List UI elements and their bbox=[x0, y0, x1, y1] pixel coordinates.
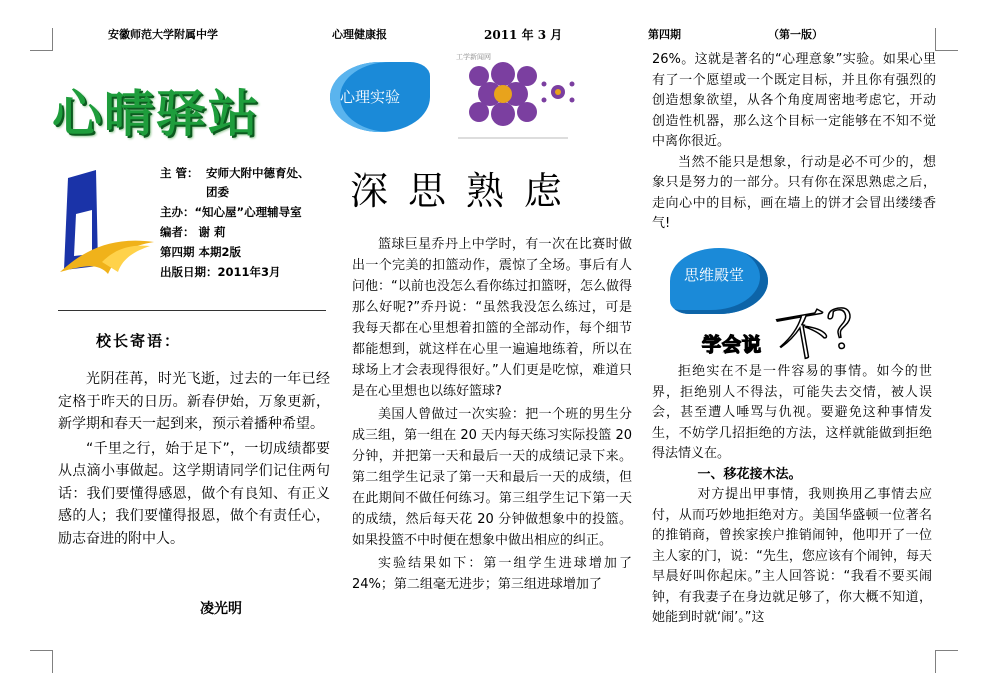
experiment-paragraph-5: 当然不能只是想象，行动是必不可少的，想象只是努力的一部分。只有你在深思熟虑之后，走向心中的目标，画在墙上的饼才会冒出缕缕香气! bbox=[652, 154, 936, 231]
header-page: （第一版） bbox=[768, 28, 823, 41]
thumbnail-caption: 工学新闻网 bbox=[456, 53, 491, 61]
experiment-article bbox=[352, 234, 632, 595]
info-supervisor-value: 安师大附中德育处、 bbox=[206, 166, 310, 180]
header-paper-name: 心理健康报 bbox=[332, 28, 387, 41]
info-supervisor-label: 主 管： bbox=[160, 166, 199, 180]
principal-signature: 凌光明 bbox=[200, 601, 242, 617]
refuse-paragraph-1: 拒绝实在不是一件容易的事情。如今的世界，拒绝别人不得法，可能失去交情，被人误会，甚至遭人唾骂与仇视。要避免这种事情发生，不妨学几招拒绝的方法，这样就能做到拒绝得法情义在。 bbox=[652, 364, 932, 461]
illusion-thumbnail bbox=[448, 50, 578, 142]
refuse-title-prefix: 学会说 bbox=[702, 334, 763, 356]
principal-paragraph-2: “千里之行，始于足下”，一切成绩都要从点滴小事做起。这学期请同学们记住两句话：我们要懂得感恩，做个有良知、有正义感的人；我们要懂得报恩，做个有责任心，励志奋进的附中人。 bbox=[58, 440, 330, 547]
crop-mark-top-left bbox=[30, 28, 53, 51]
experiment-paragraph-1: 篮球巨星乔丹上中学时，有一次在比赛时做出一个完美的扣篮动作，震惊了全场。事后有人问他：“以前也没怎么看你练过扣篮呀，怎么做得那么好呢?”乔丹说：“虽然我没怎么练过，可是我每天都在心里想着扣篮的全部动作，每个细节都能想到，就这样在心里一遍遍地练着，所以在球场上才会表现得很好。”人们更是吃惊，难道只是在心里想也以练好篮球? bbox=[352, 237, 632, 399]
experiment-headline: 深思熟虑 bbox=[350, 169, 583, 213]
refuse-title-no: 不？ bbox=[772, 294, 886, 372]
header-issue: 第四期 bbox=[648, 28, 681, 41]
crop-mark-bottom-right bbox=[935, 650, 958, 673]
experiment-badge-label: 心理实验 bbox=[340, 88, 401, 106]
header-school: 安徽师范大学附属中学 bbox=[108, 28, 218, 41]
experiment-continued bbox=[652, 50, 936, 235]
experiment-paragraph-4: 26%。这就是著名的“心理意象”实验。如果心里有了一个愿望或一个既定目标，并且你有强烈的创造想象欲望，从各个角度周密地考虑它，开动创造性机器，那么这个目标一定能够在不知不觉中离你很近。 bbox=[652, 52, 936, 149]
principal-paragraph-1: 光阴荏苒，时光飞逝，过去的一年已经定格于昨天的日历。新春伊始，万象更新，新学期和春天一起到来，预示着播种希望。 bbox=[58, 371, 330, 432]
thinking-badge-label: 思维殿堂 bbox=[684, 266, 745, 284]
refuse-paragraph-2: 对方提出甲事情，我则换用乙事情去应付，从而巧妙地拒绝对方。美国华盛顿一位著名的推销商，曾挨家挨户推销闹钟，他叩开了一位主人家的门，说：“先生，您应该有个闹钟，每天早晨好叫你起床。”主人回答说：“我看不要买闹钟，有我妻子在身边就足够了，你大概不知道，她能到时就‘闹’。”这 bbox=[652, 487, 932, 625]
header-date: 2011 年 3 月 bbox=[484, 28, 563, 42]
crop-mark-bottom-left bbox=[30, 650, 53, 673]
principal-heading: 校长寄语： bbox=[96, 332, 182, 350]
info-publish-date: 出版日期：2011年3月 bbox=[160, 265, 281, 279]
principal-message bbox=[58, 368, 330, 550]
school-logo bbox=[58, 170, 158, 278]
experiment-paragraph-3: 实验结果如下：第一组学生进球增加了 24%；第二组毫无进步；第三组进球增加了 bbox=[352, 556, 632, 592]
crop-mark-top-right bbox=[935, 28, 958, 51]
refuse-subheading: 一、移花接木法。 bbox=[697, 466, 802, 482]
masthead-title: 心晴驿站 bbox=[52, 85, 260, 143]
section-divider bbox=[58, 310, 326, 311]
info-editor: 编者： 谢 莉 bbox=[160, 225, 226, 239]
info-supervisor-value2: 团委 bbox=[206, 185, 229, 199]
info-organizer: 主办：“知心屋”心理辅导室 bbox=[160, 205, 302, 219]
experiment-paragraph-2: 美国人曾做过一次实验：把一个班的男生分成三组，第一组在 20 天内每天练习实际投篮 20 分钟，并把第一天和最后一天的成绩记录下来。第二组学生记录了第一天和最后一天的成绩，但在此期间不做任何练习。第三组学生记下第一天的成绩，然后每天花 20 分钟做想象中的投篮。如果投篮不中时便在想象中做出相应的纠正。 bbox=[352, 407, 632, 548]
refuse-article bbox=[652, 362, 932, 629]
info-issue: 第四期 本期2版 bbox=[160, 245, 242, 259]
